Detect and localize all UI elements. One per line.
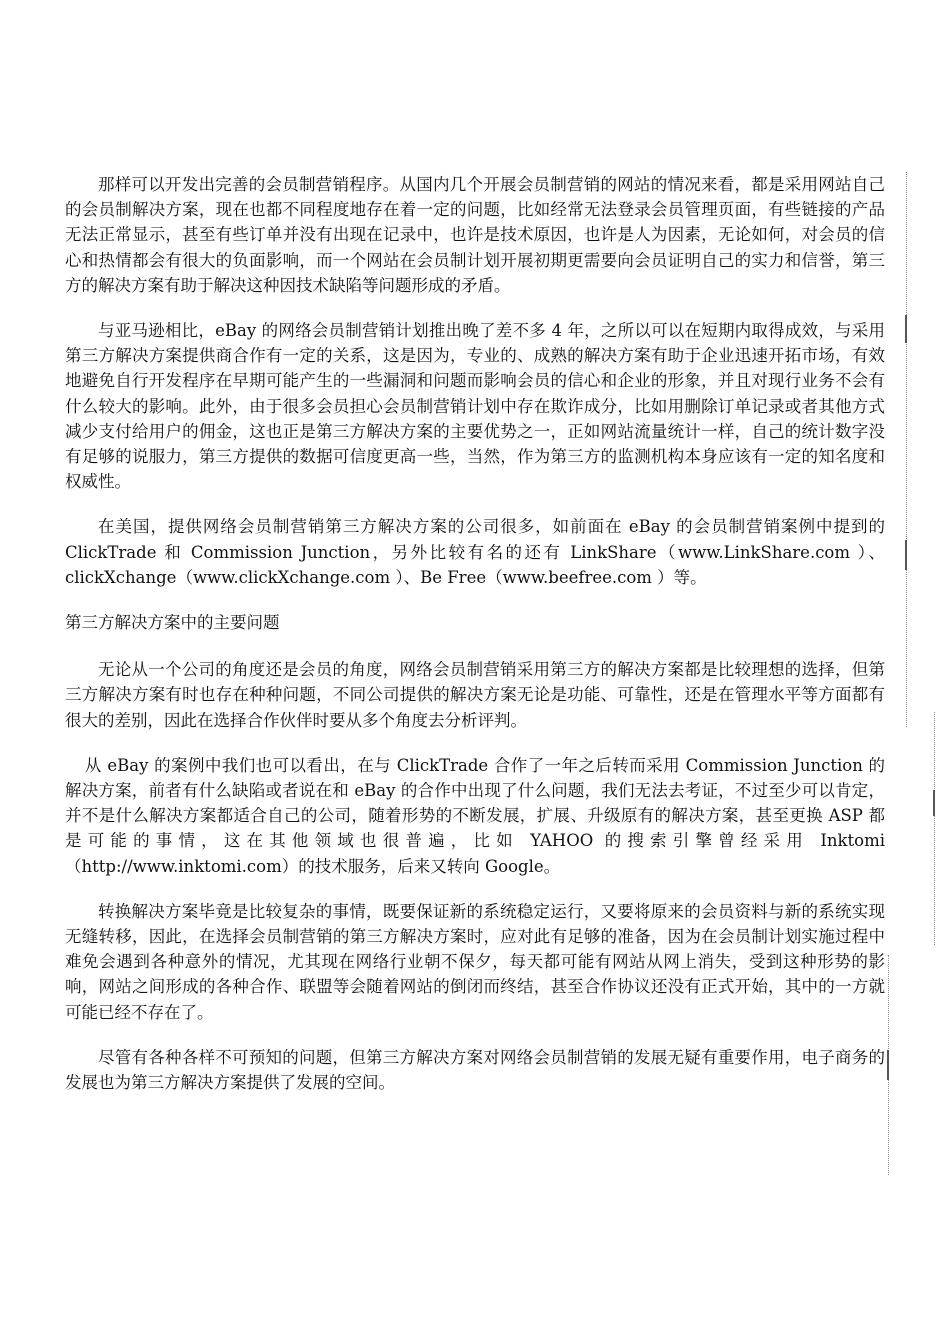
margin-tick — [905, 315, 907, 343]
margin-rule-middle — [934, 712, 935, 945]
section-heading: 第三方解决方案中的主要问题 — [65, 613, 280, 633]
paragraph-ebay-vs-amazon: 与亚马逊相比，eBay 的网络会员制营销计划推出晚了差不多 4 年，之所以可以在短期内取得成效，与采用第三方解决方案提供商合作有一定的关系，这是因为，专业的、成熟的解决方案有助于企业迅速开拓市场，有效地避免自行开发程序在早期可能产生的一些漏洞和问题而影响会员的信心和企业的形象，并且对现行业务不会有什么较大的影响。此外，由于很多会员担心会员制营销计划中存在欺诈成分，比如用删除订单记录或者其他方式减少支付给用户的佣金，这也正是第三方解决方案的主要优势之一，正如网站流量统计一样，自己的统计数字没有足够的说服力，第三方提供的数据可信度更高一些，当然，作为第三方的监测机构本身应该有一定的知名度和权威性。 — [65, 321, 885, 492]
paragraph-ebay-case: 从 eBay 的案例中我们也可以看出，在与 ClickTrade 合作了一年之后转而采用 Commission Junction 的解决方案，前者有什么缺陷或者说在和 eBay 的合作中出现了什么问题，我们无法去考证，不过至少可以肯定，并不是什么解决方案都适合自己的公司，随着形势的不断发展，扩展、升级原有的解决方案，甚至更换 ASP 都是可能的事情，这在其他领域也很普遍，比如 YAHOO 的搜索引擎曾经采用 Inktomi（http://www.inktomi.com）的技术服务，后来又转向 Google。 — [65, 755, 885, 876]
paragraph-us-providers: 在美国，提供网络会员制营销第三方解决方案的公司很多，如前面在 eBay 的会员制营销案例中提到的 ClickTrade 和 Commission Junction，另外比较有名的还有 LinkShare（www.LinkShare.com ）、clickXchange（www.clickXchange.com ）、Be Free（www.beefree.com ）等。 — [65, 517, 885, 587]
paragraph-switching-solutions: 转换解决方案毕竟是比较复杂的事情，既要保证新的系统稳定运行，又要将原来的会员资料与新的系统实现无缝转移，因此，在选择会员制营销的第三方解决方案时，应对此有足够的准备，因为在会员制计划实施过程中难免会遇到各种意外的情况，尤其现在网络行业朝不保夕，每天都可能有网站从网上消失，受到这种形势的影响，网站之间形成的各种合作、联盟等会随着网站的倒闭而终结，甚至合作协议还没有正式开始，其中的一方就可能已经不存在了。 — [65, 901, 885, 1022]
paragraph-member-program-issues: 那样可以开发出完善的会员制营销程序。从国内几个开展会员制营销的网站的情况来看，都是采用网站自己的会员制解决方案，现在也都不同程度地存在着一定的问题，比如经常无法登录会员管理页面，有些链接的产品无法正常显示，甚至有些订单并没有出现在记录中，也许是技术原因，也许是人为因素，无论如何，对会员的信心和热情都会有很大的负面影响，而一个网站在会员制计划开展初期更需要向会员证明自己的实力和信誉，第三方的解决方案有助于解决这种因技术缺陷等问题形成的矛盾。 — [65, 175, 885, 295]
margin-tick — [887, 1050, 889, 1080]
margin-rule-top — [906, 172, 907, 727]
margin-tick — [933, 790, 935, 816]
document-body — [65, 172, 885, 1115]
paragraph-conclusion: 尽管有各种各样不可预知的问题，但第三方解决方案对网络会员制营销的发展无疑有重要作用，电子商务的发展也为第三方解决方案提供了发展的空间。 — [65, 1047, 885, 1093]
paragraph-partner-selection: 无论从一个公司的角度还是会员的角度，网络会员制营销采用第三方的解决方案都是比较理想的选择，但第三方解决方案有时也存在种种问题，不同公司提供的解决方案无论是功能、可靠性，还是在管理水平等方面都有很大的差别，因此在选择合作伙伴时要从多个角度去分析评判。 — [65, 660, 885, 730]
margin-tick — [905, 540, 907, 570]
